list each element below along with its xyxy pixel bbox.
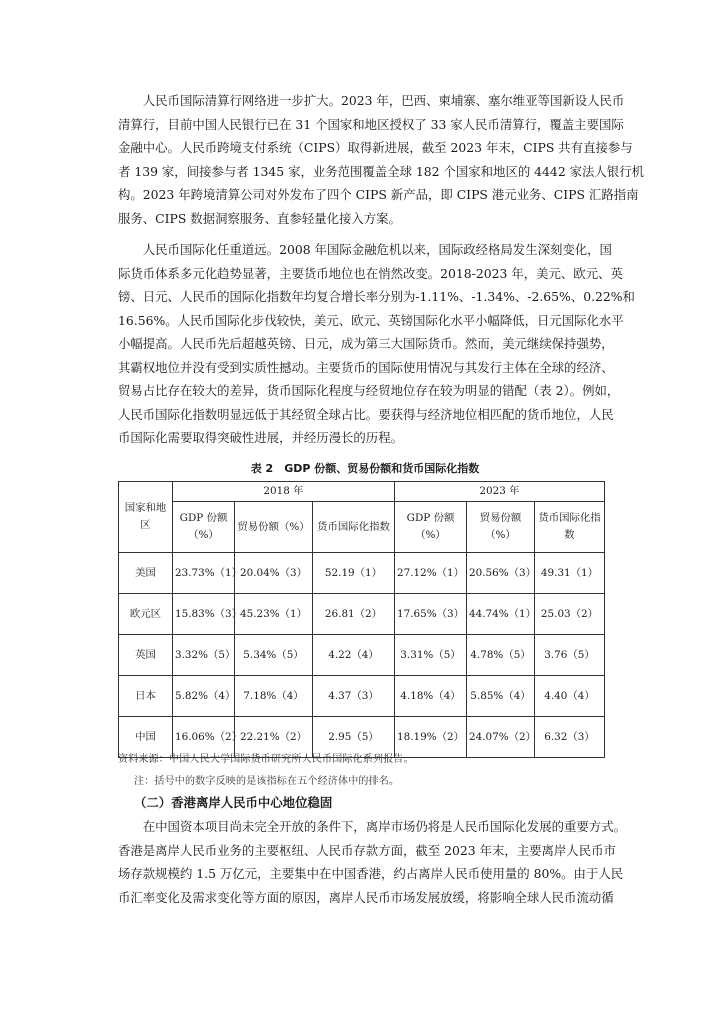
cell-trade-2023: 24.07%（2） xyxy=(467,717,535,758)
header-trade-2023: 贸易份额（%） xyxy=(467,502,535,553)
text-line: 人民币国际化任重道远。2008 年国际金融危机以来，国际政经格局发生深刻变化，国 xyxy=(118,242,612,257)
text-line: 币汇率变化及需求变化等方面的原因，离岸人民币市场发展放缓，将影响全球人民币流动循 xyxy=(118,889,614,905)
header-trade-2018: 贸易份额（%） xyxy=(235,502,313,553)
text-line: 16.56%。人民币国际化步伐较快，美元、欧元、英镑国际化水平小幅降低，日元国际化水平 xyxy=(118,312,624,328)
cell-trade-2018: 22.21%（2） xyxy=(235,717,313,758)
text-line: 清算行，目前中国人民银行已在 31 个国家和地区授权了 33 家人民币清算行，覆盖主要国际 xyxy=(118,116,624,132)
header-year-2023: 2023 年 xyxy=(395,482,605,502)
cell-trade-2018: 45.23%（1） xyxy=(235,594,313,635)
cell-country: 中国 xyxy=(119,717,173,758)
cell-index-2023: 3.76（5） xyxy=(535,635,605,676)
cell-country: 日本 xyxy=(119,676,173,717)
text-line: 人民币国际清算行网络进一步扩大。2023 年，巴西、柬埔寨、塞尔维亚等国新设人民币 xyxy=(118,93,625,108)
cell-trade-2018: 7.18%（4） xyxy=(235,676,313,717)
cell-country: 欧元区 xyxy=(119,594,173,635)
header-gdp-2018: GDP 份额（%） xyxy=(173,502,235,553)
cell-index-2018: 26.81（2） xyxy=(313,594,395,635)
cell-index-2018: 4.22（4） xyxy=(313,635,395,676)
cell-index-2023: 25.03（2） xyxy=(535,594,605,635)
cell-index-2023: 6.32（3） xyxy=(535,717,605,758)
text-line: 小幅提高。人民币先后超越英镑、日元，成为第三大国际货币。然而，美元继续保持强势， xyxy=(118,336,614,351)
section-heading: （二）香港离岸人民币中心地位稳固 xyxy=(134,795,333,810)
paragraph-rmb-clearing xyxy=(118,89,644,230)
cell-index-2023: 49.31（1） xyxy=(535,553,605,594)
data-table xyxy=(118,481,605,758)
cell-trade-2018: 5.34%（5） xyxy=(235,635,313,676)
cell-gdp-2018: 16.06%（2） xyxy=(173,717,235,758)
text-line: 其霸权地位并没有受到实质性撼动。主要货币的国际使用情况与其发行主体在全球的经济、 xyxy=(118,359,614,375)
text-line: 镑、日元、人民币的国际化指数年均复合增长率分别为-1.11%、-1.34%、-2.65%、0.22%和 xyxy=(118,289,635,304)
table-row xyxy=(119,553,605,594)
cell-gdp-2023: 27.12%（1） xyxy=(395,553,467,594)
cell-country: 美国 xyxy=(119,553,173,594)
table-source-note: 资料来源：中国人民大学国际货币研究所人民币国际化系列报告。 xyxy=(118,754,414,765)
cell-trade-2023: 20.56%（3） xyxy=(467,553,535,594)
cell-gdp-2018: 3.32%（5） xyxy=(173,635,235,676)
header-year-2018: 2018 年 xyxy=(173,482,395,502)
text-line: 人民币国际化指数明显远低于其经贸全球占比。要获得与经济地位相匹配的货币地位，人民 xyxy=(118,406,614,422)
cell-gdp-2018: 23.73%（1） xyxy=(173,553,235,594)
cell-gdp-2018: 5.82%（4） xyxy=(173,676,235,717)
text-line: 者 139 家，间接参与者 1345 家，业务范围覆盖全球 182 个国家和地区的 4442 家法人银行机 xyxy=(118,163,644,179)
header-index-2018: 货币国际化指数 xyxy=(313,502,395,553)
cell-gdp-2023: 17.65%（3） xyxy=(395,594,467,635)
cell-trade-2023: 5.85%（4） xyxy=(467,676,535,717)
header-index-2023: 货币国际化指数 xyxy=(535,502,605,553)
header-gdp-2023: GDP 份额（%） xyxy=(395,502,467,553)
cell-country: 英国 xyxy=(119,635,173,676)
text-line: 在中国资本项目尚未完全开放的条件下，离岸市场仍将是人民币国际化发展的重要方式。 xyxy=(118,819,627,834)
table-row xyxy=(119,676,605,717)
table-header-row xyxy=(119,502,605,553)
text-line: 际货币体系多元化趋势显著，主要货币地位也在悄然改变。2018-2023 年，美元、欧元、英 xyxy=(118,265,623,281)
table-row xyxy=(119,635,605,676)
table-footnote: 注：括号中的数字反映的是该指标在五个经济体中的排名。 xyxy=(134,776,400,787)
text-line: 贸易占比存在较大的差异，货币国际化程度与经贸地位存在较为明显的错配（表 2）。例如， xyxy=(118,383,620,398)
table-row xyxy=(119,594,605,635)
cell-trade-2023: 44.74%（1） xyxy=(467,594,535,635)
cell-index-2018: 52.19（1） xyxy=(313,553,395,594)
cell-gdp-2018: 15.83%（3） xyxy=(173,594,235,635)
text-line: 香港是离岸人民币业务的主要枢纽、人民币存款方面，截至 2023 年末，主要离岸人民币市 xyxy=(118,842,616,858)
text-line: 金融中心。人民币跨境支付系统（CIPS）取得新进展，截至 2023 年末，CIPS 共有直接参与 xyxy=(118,140,633,155)
cell-index-2023: 4.40（4） xyxy=(535,676,605,717)
text-line: 币国际化需要取得突破性进展，并经历漫长的历程。 xyxy=(118,430,403,445)
cell-gdp-2023: 3.31%（5） xyxy=(395,635,467,676)
table-caption: 表 2 GDP 份额、贸易份额和货币国际化指数 xyxy=(250,462,480,475)
cell-gdp-2023: 18.19%（2） xyxy=(395,717,467,758)
cell-gdp-2023: 4.18%（4） xyxy=(395,676,467,717)
text-line: 服务、CIPS 数据洞察服务、直参轻量化接入方案。 xyxy=(118,210,401,226)
cell-index-2018: 4.37（3） xyxy=(313,676,395,717)
cell-index-2018: 2.95（5） xyxy=(313,717,395,758)
paragraph-hong-kong-offshore xyxy=(118,815,627,909)
paragraph-rmb-internationalization xyxy=(118,238,635,450)
table-header-row xyxy=(119,482,605,502)
header-country: 国家和地区 xyxy=(119,482,173,553)
text-line: 构。2023 年跨境清算公司对外发布了四个 CIPS 新产品，即 CIPS 港元业务、CIPS 汇路指南 xyxy=(118,187,639,202)
cell-trade-2023: 4.78%（5） xyxy=(467,635,535,676)
text-line: 场存款规模约 1.5 万亿元，主要集中在中国香港，约占离岸人民币使用量的 80%。由于人民 xyxy=(118,866,624,881)
cell-trade-2018: 20.04%（3） xyxy=(235,553,313,594)
